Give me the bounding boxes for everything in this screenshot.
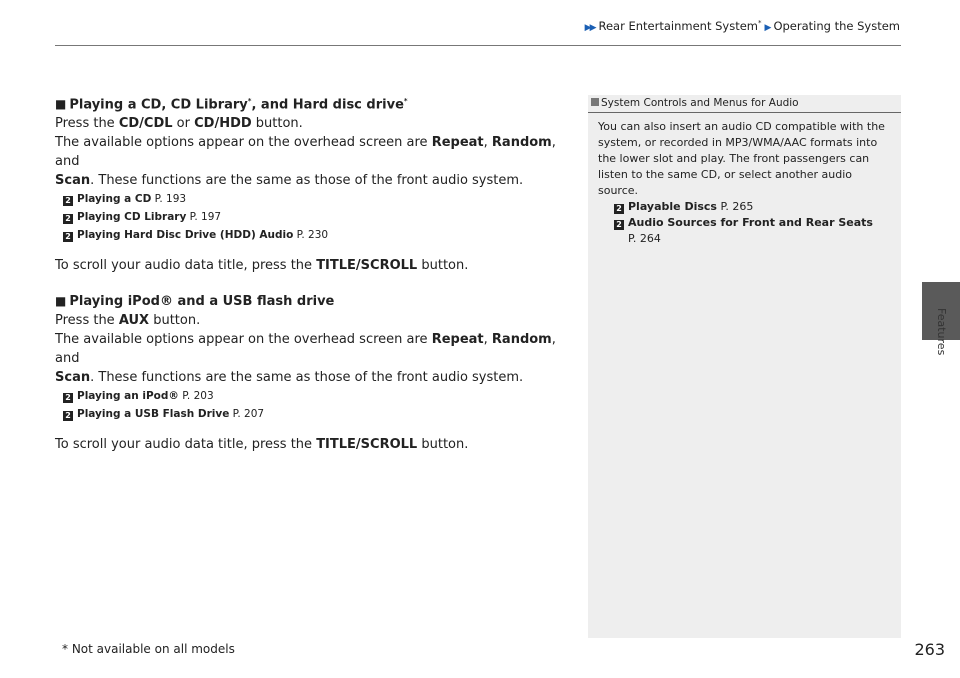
cross-reference-link[interactable]: 2 Playing a USB Flash Drive P. 207 [63,405,560,423]
cross-reference-link[interactable]: 2 Playing CD Library P. 197 [63,208,560,226]
cross-reference-link[interactable]: 2 Audio Sources for Front and Rear Seats P. 264 [614,215,893,247]
cross-reference-link[interactable]: 2 Playing a CD P. 193 [63,190,560,208]
cross-reference-link[interactable]: 2 Playable Discs P. 265 [614,199,893,215]
breadcrumb-separator-icon: ▶ [764,23,772,33]
breadcrumb-arrow-icon: ▶▶ [584,23,595,33]
cross-reference-link[interactable]: 2 Playing an iPod® P. 203 [63,387,560,405]
square-bullet-icon: ■ [55,294,67,309]
sidebar-title: System Controls and Menus for Audio [588,95,901,113]
section-heading-ipod: ■ Playing iPod® and a USB flash drive [55,294,335,310]
square-bullet-icon: ■ [55,97,67,112]
xref-arrow-icon: 2 [63,232,73,242]
xref-arrow-icon: 2 [614,220,624,230]
section-tab-label[interactable]: Features [935,308,948,356]
main-content [55,92,560,454]
instruction-scroll: To scroll your audio data title, press the TITLE/SCROLL button. [55,258,469,274]
xref-arrow-icon: 2 [63,214,73,224]
footnote: * Not available on all models [62,642,235,656]
xref-arrow-icon: 2 [63,196,73,206]
instruction-options: The available options appear on the overhead screen are Repeat, Random, and Scan. These functions are the same as those of the front audio system. [55,332,556,386]
sidebar-text: You can also insert an audio CD compatible with the system, or recorded in MP3/WMA/AAC formats into the lower slot and play. The front passengers can listen to the same CD, or select another audio source. [598,120,885,197]
sidebar-note [588,95,901,638]
section-heading-cd: ■ Playing a CD, CD Library*, and Hard disc drive* [55,97,408,113]
breadcrumb [585,19,900,33]
cross-reference-link[interactable]: 2 Playing Hard Disc Drive (HDD) Audio P. 230 [63,226,560,244]
breadcrumb-page[interactable]: Operating the System [773,19,900,33]
footnote-mark: * [758,19,762,28]
xref-arrow-icon: 2 [63,393,73,403]
note-marker-icon [591,98,599,106]
instruction-press: Press the AUX button. [55,313,201,329]
page-number: 263 [914,640,945,659]
header-divider [55,45,901,46]
sidebar-body [588,113,901,247]
instruction-options: The available options appear on the overhead screen are Repeat, Random, and Scan. These functions are the same as those of the front audio system. [55,135,556,189]
xref-arrow-icon: 2 [63,411,73,421]
breadcrumb-section[interactable]: Rear Entertainment System [598,19,759,33]
instruction-scroll: To scroll your audio data title, press the TITLE/SCROLL button. [55,437,469,453]
instruction-press: Press the CD/CDL or CD/HDD button. [55,116,303,132]
xref-arrow-icon: 2 [614,204,624,214]
